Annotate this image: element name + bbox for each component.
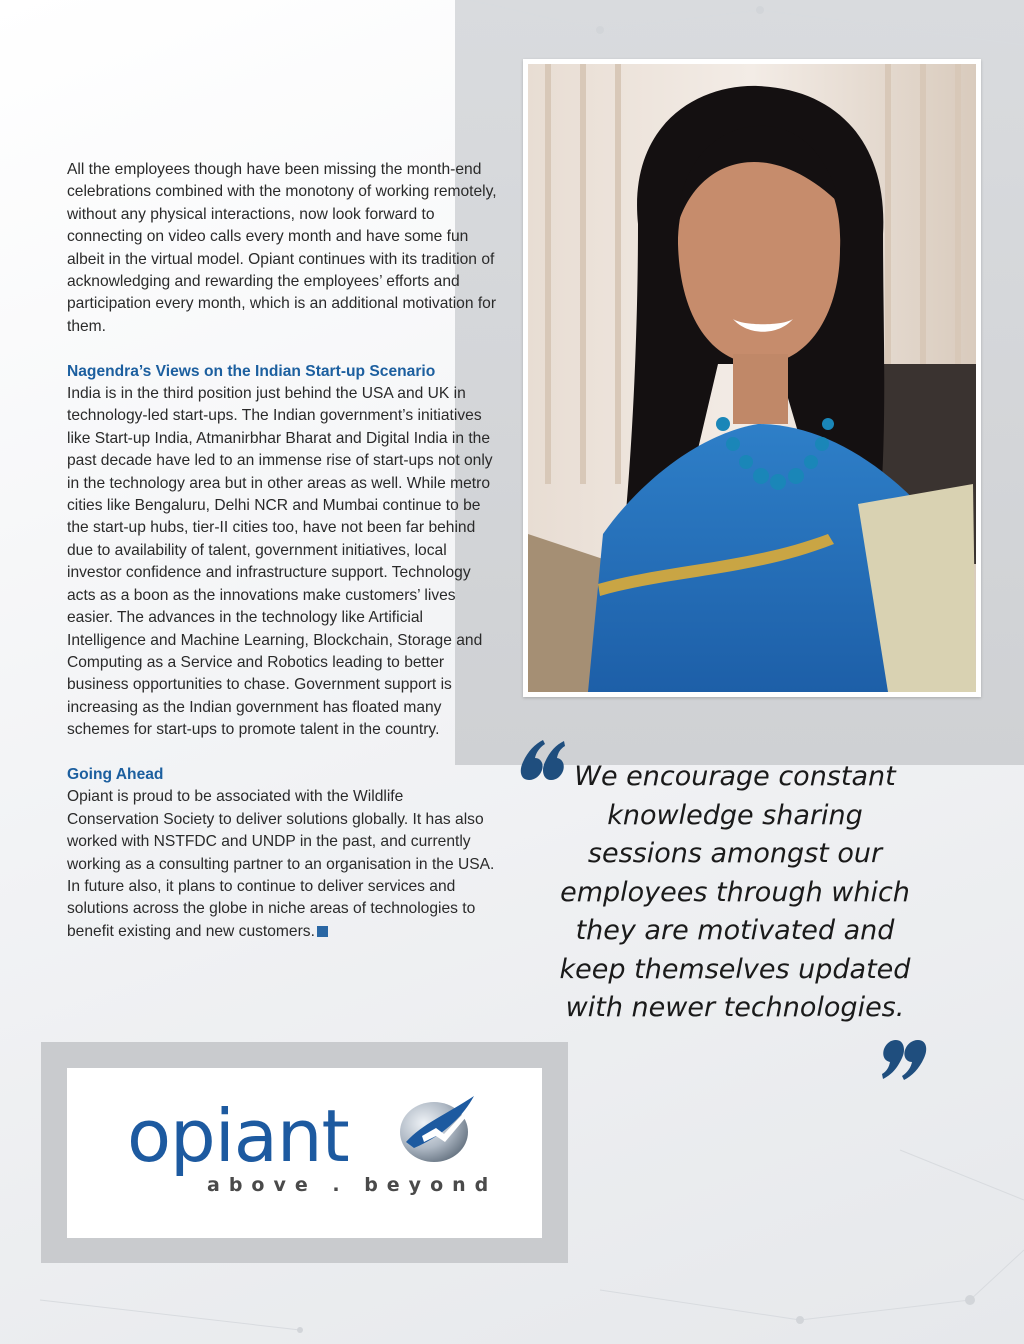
logo-tagline: above . beyond: [207, 1174, 498, 1196]
logo-swoosh-icon: [392, 1084, 482, 1174]
article-paragraph: All the employees though have been missing the month-end celebrations combined with the monotony of working remotely, without any physical interactions, now look forward to connecting on video calls every month and have some fun albeit in the virtual model. Opiant continues with its tradition of acknowledging and rewarding the employees’ efforts and participation every month, which is an additional motivation for them.: [67, 161, 497, 335]
article-body: [67, 159, 499, 943]
close-quote-icon: [882, 1038, 928, 1082]
portrait-photo: [528, 64, 976, 692]
article-paragraph: Opiant is proud to be associated with the Wildlife Conservation Society to deliver solutions globally. It has also worked with NSTFDC and UNDP in the past, and currently working as a consulting partner to an organisation in the USA. In future also, it plans to continue to deliver services and solutions across the globe in niche areas of technologies to benefit existing and new customers.: [67, 788, 495, 940]
article-paragraph-last: [67, 786, 499, 943]
pull-quote: We encourage constant knowledge sharing sessions amongst our employees through which they are motivated and keep themselves updated with newer technologies.: [559, 761, 911, 1023]
article-paragraph: India is in the third position just behind the USA and UK in technology-led start-ups. The Indian government’s initiatives like Start-up India, Atmanirbhar Bharat and Digital India in the past decade have led to an immense rise of start-ups not only in the technology area but in other areas as well. While metro cities like Bengaluru, Delhi NCR and Mumbai continue to be the start-up hubs, tier-II cities too, have not been far behind due to availability of talent, government initiatives, local investor confidence and infrastructure support. Technology acts as a boon as the innovations make customers’ lives easier. The advances in the technology like Artificial Intelligence and Machine Learning, Blockchain, Storage and Computing as a Service and Robotics leading to better business opportunities to chase. Government support is increasing as the Indian government has floated many schemes for start-ups to promote talent in the country.: [67, 385, 493, 739]
portrait-photo-frame: [523, 59, 981, 697]
company-logo: [67, 1068, 542, 1238]
article-end-icon: [317, 926, 328, 937]
section-heading: Nagendra’s Views on the Indian Start-up Scenario: [67, 362, 436, 380]
logo-wordmark: opiant: [127, 1094, 349, 1178]
section-heading: Going Ahead: [67, 765, 164, 783]
